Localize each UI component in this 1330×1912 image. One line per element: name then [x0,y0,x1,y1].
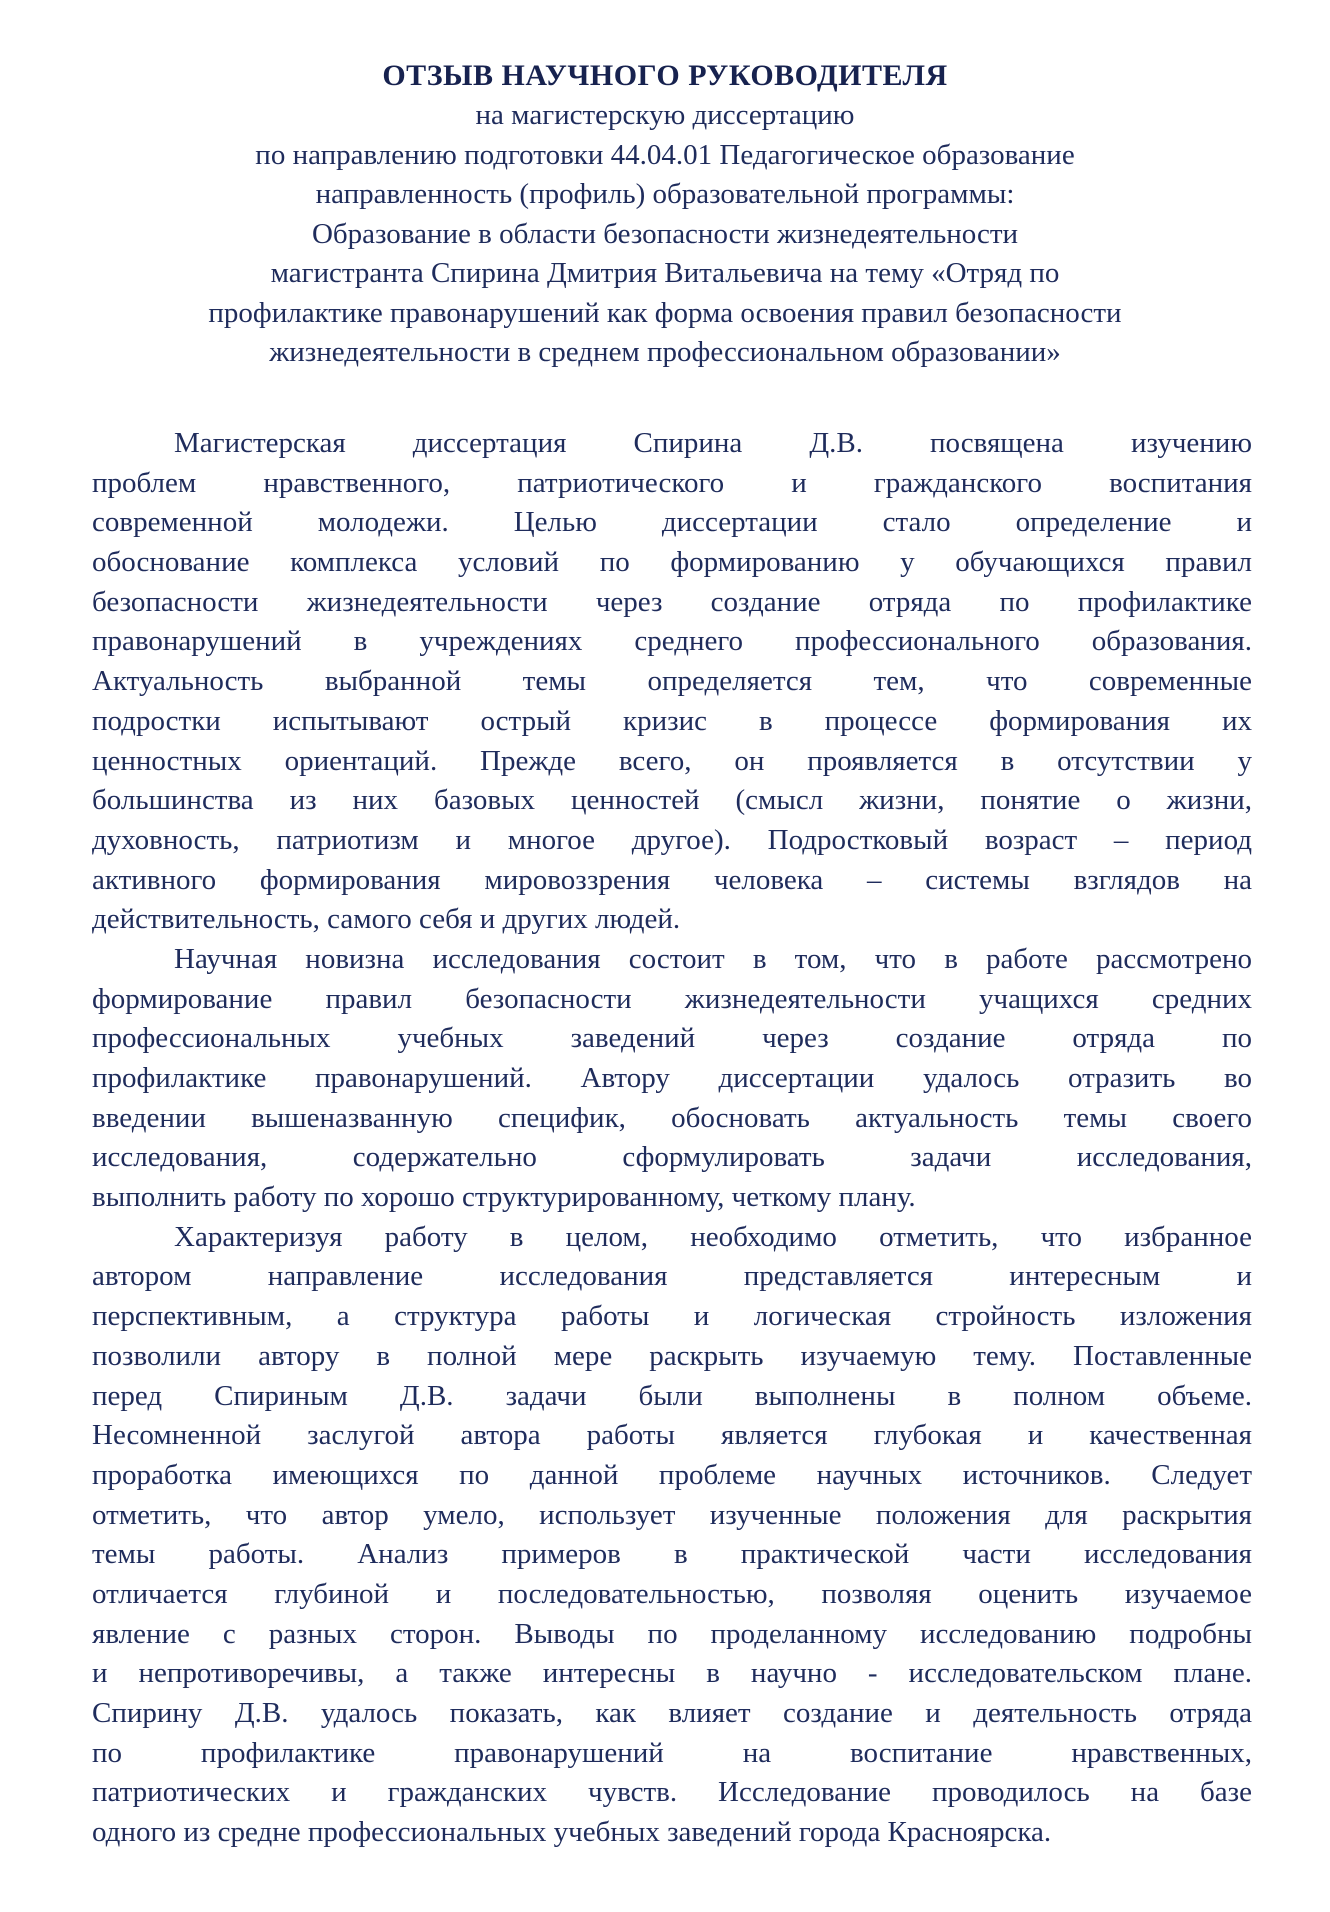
text-line: отметить, что автор умело, использует изученные положения для раскрытия [92,1498,1252,1531]
text-line: Характеризуя работу в целом, необходимо отметить, что избранное [174,1220,1252,1253]
text-line: обоснование комплекса условий по формированию у обучающихся правил [92,546,1252,579]
text-line: Спирину Д.В. удалось показать, как влияет создание и деятельность отряда [92,1697,1252,1729]
text-line: действительность, самого себя и других людей. [92,903,681,936]
subtitle-line: Образование в области безопасности жизнедеятельности [311,217,1019,250]
text-line: исследования, содержательно сформулировать задачи исследования, [92,1141,1252,1174]
subtitle-line: магистранта Спирина Дмитрия Витальевича на тему «Отряд по [270,257,1060,289]
text-line: профилактике правонарушений. Автору диссертации удалось отразить во [92,1062,1252,1094]
text-line: формирование правил безопасности жизнедеятельности учащихся средних [92,982,1252,1015]
text-line: активного формирования мировоззрения человека – системы взглядов на [92,863,1252,896]
text-line: Актуальность выбранной темы определяется тем, что современные [92,665,1252,698]
subtitle-line: жизнедеятельности в среднем профессиональном образовании» [269,336,1061,368]
text-line: перед Спириным Д.В. задачи были выполнены в полном объеме. [92,1379,1252,1412]
document-header [60,56,1270,373]
text-line: профессиональных учебных заведений через создание отряда по [92,1022,1252,1055]
paragraph [92,424,1252,940]
text-line: безопасности жизнедеятельности через создание отряда по профилактике [92,585,1252,618]
text-line: проблем нравственного, патриотического и гражданского воспитания [92,466,1252,499]
text-line: выполнить работу по хорошо структурированному, четкому плану. [92,1181,916,1214]
text-line: ценностных ориентаций. Прежде всего, он проявляется в отсутствии у [92,744,1252,777]
text-line: проработка имеющихся по данной проблеме научных источников. Следует [92,1458,1252,1491]
text-line: отличается глубиной и последовательностью, позволяя оценить изучаемое [92,1577,1252,1610]
text-line: позволили автору в полной мере раскрыть изучаемую тему. Поставленные [92,1339,1252,1372]
text-line: и непротиворечивы, а также интересны в научно - исследовательском плане. [92,1657,1252,1690]
text-line: Несомненной заслугой автора работы является глубокая и качественная [92,1419,1252,1452]
text-line: правонарушений в учреждениях среднего профессионального образования. [92,625,1252,658]
document-body [92,424,1252,1853]
document-title: ОТЗЫВ НАУЧНОГО РУКОВОДИТЕЛЯ [382,59,948,92]
subtitle-line: направленность (профиль) образовательной программы: [315,178,1015,210]
text-line: Научная новизна исследования состоит в том, что в работе рассмотрено [174,942,1252,975]
subtitle-line: на магистерскую диссертацию [475,99,855,131]
text-line: автором направление исследования представляется интересным и [92,1260,1252,1293]
subtitle-line: по направлению подготовки 44.04.01 Педагогическое образование [255,138,1075,171]
text-line: перспективным, а структура работы и логическая стройность изложения [92,1300,1252,1333]
text-line: одного из средне профессиональных учебных заведений города Красноярска. [92,1816,1052,1849]
text-line: Магистерская диссертация Спирина Д.В. посвящена изучению [174,427,1252,459]
paragraph [92,940,1252,1218]
text-line: явление с разных сторон. Выводы по проделанному исследованию подробны [92,1617,1252,1650]
text-line: патриотических и гражданских чувств. Исследование проводилось на базе [92,1776,1252,1809]
subtitle-line: профилактике правонарушений как форма освоения правил безопасности [208,296,1122,329]
paragraph [92,1218,1252,1853]
text-line: по профилактике правонарушений на воспитание нравственных, [92,1736,1252,1769]
text-line: духовность, патриотизм и многое другое). Подростковый возраст – период [92,823,1252,856]
text-line: большинства из них базовых ценностей (смысл жизни, понятие о жизни, [92,784,1252,817]
text-line: темы работы. Анализ примеров в практической части исследования [92,1538,1252,1571]
text-line: введении вышеназванную специфик, обосновать актуальность темы своего [92,1101,1252,1134]
text-line: подростки испытывают острый кризис в процессе формирования их [92,704,1252,737]
text-line: современной молодежи. Целью диссертации стало определение и [92,506,1252,539]
